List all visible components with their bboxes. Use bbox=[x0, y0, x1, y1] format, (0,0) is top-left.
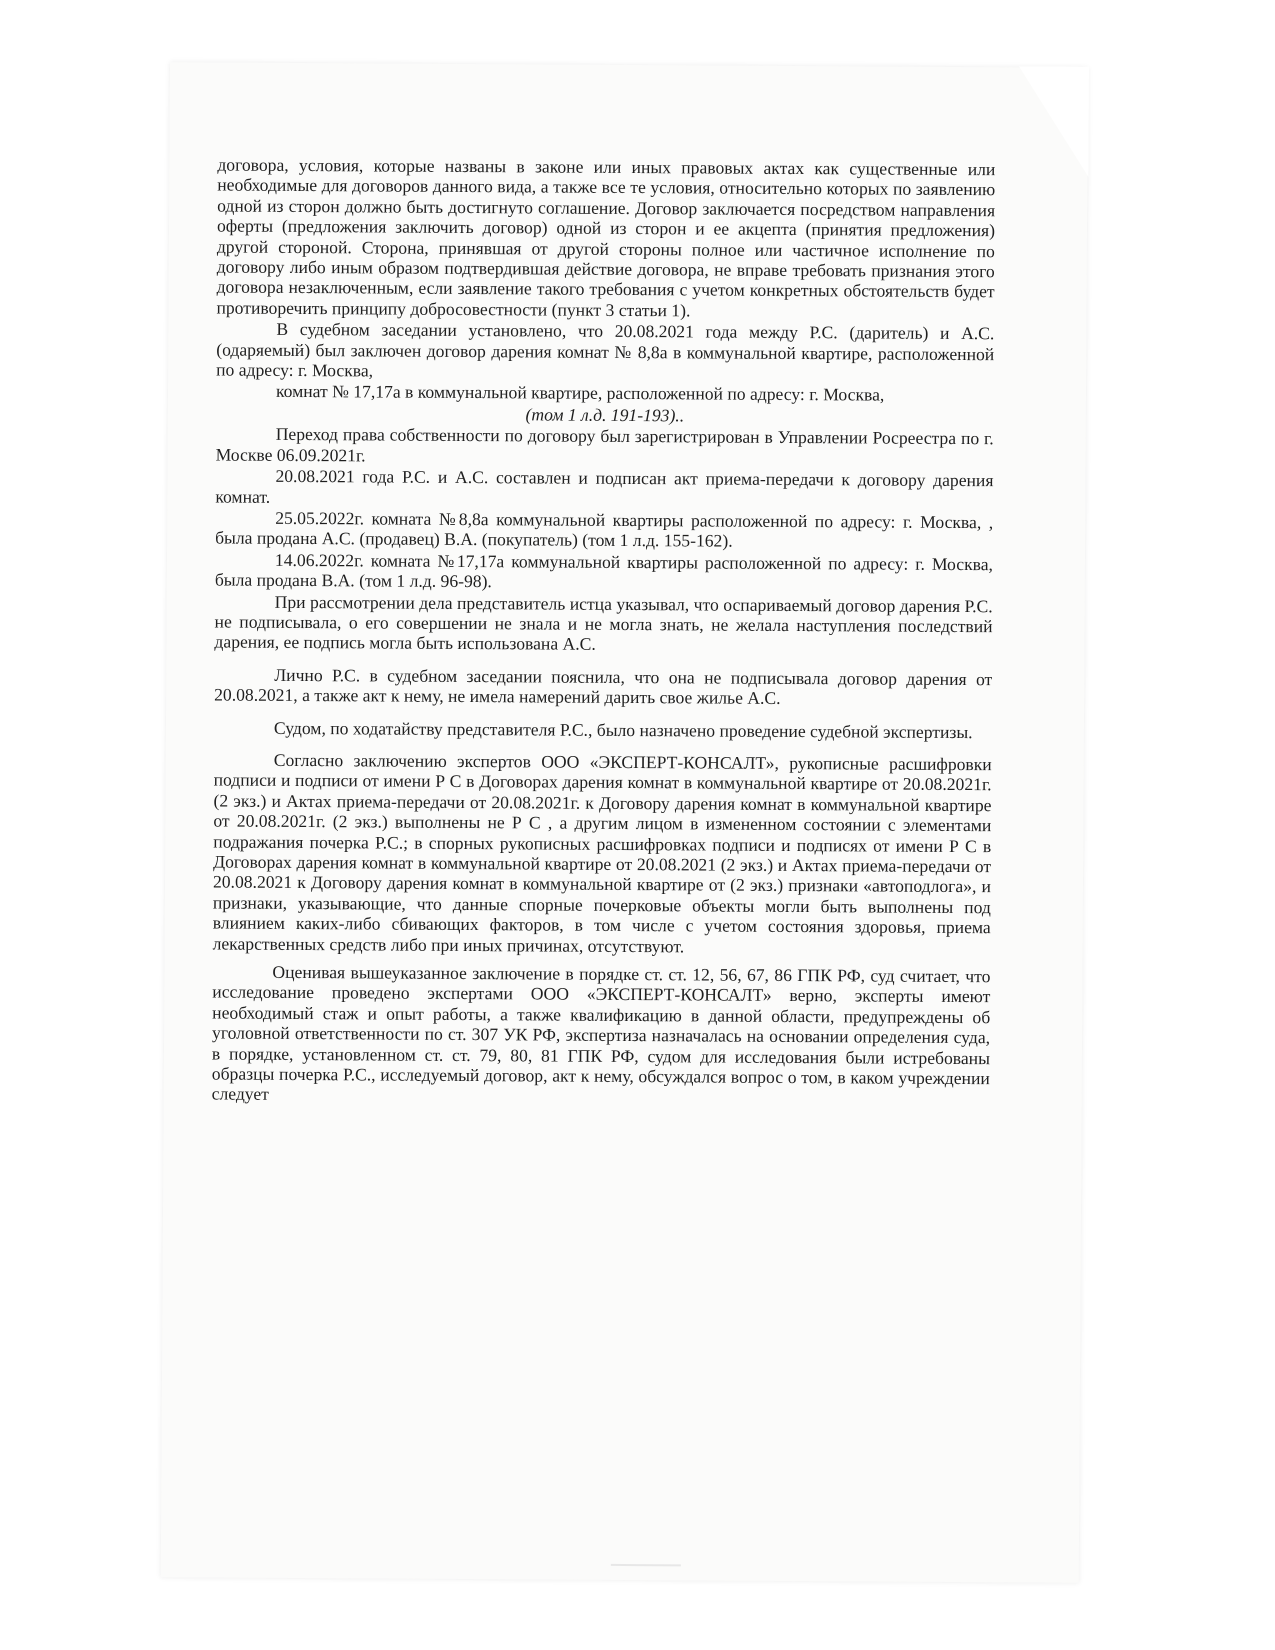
paragraph-expertise-ordered: Судом, по ходатайству представителя Р.С., было назначено проведение судебной экспертизы. bbox=[273, 717, 973, 742]
paragraph-room-sale-1: 25.05.2022г. комната №8,8а коммунальной квартиры расположенной по адресу: г. Москва, , была продана А.С. (продавец) В.А. (покупатель) (том 1 л.д. 155-162). bbox=[215, 507, 994, 551]
paragraph-registration: Переход права собственности по договору был зарегистрирован в Управлении Росреестра по г. Москве 06.09.2021г. bbox=[215, 424, 994, 466]
paragraph-gift-contract: В судебном заседании установлено, что 20.08.2021 года между Р.С. (даритель) и А.С. (одаряемый) был заключен договор дарения комнат № 8,8а в коммунальной квартире, расположенной по адресу: г. Москва, bbox=[216, 319, 995, 381]
paragraph-court-assessment: Оценивая вышеуказанное заключение в порядке ст. ст. 12, 56, 67, 86 ГПК РФ, суд считает, что исследование проведено экспертами ООО «ЭКСПЕРТ-КОНСАЛТ» верно, эксперты имеют необходимый стаж и опыт работы, а также квалификацию в данной области, предупреждены об уголовной ответственности по ст. 307 УК РФ, экспертиза назначалась на основании определения суда, в порядке, установленном ст. ст. 79, 80, 81 ГПК РФ, судом для исследования были истребованы образцы почерка Р.С., исследуемый договор, акт к нему, обсуждался вопрос о том, в каком учреждении следует bbox=[211, 961, 991, 1105]
paragraph-volume-reference: (том 1 л.д. 191-193).. bbox=[525, 404, 685, 426]
document-page bbox=[161, 62, 1088, 1583]
paragraph-transfer-act: 20.08.2021 года Р.С. и А.С. составлен и подписан акт приема-передачи к договору дарения комнат. bbox=[215, 465, 994, 507]
paragraph-contract-terms: договора, условия, которые названы в законе или иных правовых актах как существенные или необходимые для договоров данного вида, а также все те условия, относительно которых по заявлению одной из сторон должно быть достигнуто соглашение. Договор заключается посредством направления оферты (предложения заключить договор) одной из сторон и ее акцепта (принятия предложения) другой стороной. Сторона, принявшая от другой стороны полное или частичное исполнение по договору либо иным образом подтвердившая действие договора, не вправе требовать признания этого договора незаключенным, если заявление такого требования с учетом конкретных обстоятельств будет противоречить принципу добросовестности (пункт 3 статьи 1). bbox=[216, 154, 996, 321]
paragraph-expert-conclusion: Согласно заключению экспертов ООО «ЭКСПЕРТ-КОНСАЛТ», рукописные расшифровки подписи и подписи от имени Р С в Договорах дарения комнат в коммунальной квартире от 20.08.2021г. (2 экз.) и Актах приема-передачи от 20.08.2021г. к Договору дарения комнат в коммунальной квартире от 20.08.2021г. (2 экз.) выполнены не Р С , а другим лицом в измененном состоянии с элементами подражания почерка Р.С.; в спорных рукописных расшифровках подписи и подписях от имени Р С в Договорах дарения комнат в коммунальной квартире от 20.08.2021 (2 экз.) и Актах приема-передачи от 20.08.2021 к Договору дарения комнат в коммунальной квартире от (2 экз.) признаки «автоподлога», и признаки, указывающие, что данные спорные почерковые объекты могли быть выполнены под влиянием каких-либо сбивающих факторов, в том числе с учетом состояния здоровья, приема лекарственных средств либо при иных причинах, отсутствуют. bbox=[212, 749, 992, 956]
document-body bbox=[212, 154, 996, 1110]
folded-corner bbox=[1018, 66, 1089, 176]
paragraph-plaintiff-position: При рассмотрении дела представитель истца указывал, что оспариваемый договор дарения Р.С. не подписывала, о его совершении не знала и не могла знать, не желала наступления последствий дарения, ее подпись могла быть использована А.С. bbox=[214, 591, 993, 655]
paragraph-room-sale-2: 14.06.2022г. комната №17,17а коммунальной квартиры расположенной по адресу: г. Москва, была продана В.А. (том 1 л.д. 96-98). bbox=[214, 549, 994, 592]
paragraph-personal-explanation: Лично Р.С. в судебном заседании пояснила, что она не подписывала договор дарения от 20.08.2021, а также акт к нему, не имела намерений дарить свое жилье А.С. bbox=[214, 664, 993, 709]
paragraph-gift-contract-rooms: комнат № 17,17а в коммунальной квартире, расположенной по адресу: г. Москва, bbox=[275, 381, 885, 406]
bottom-mark bbox=[611, 1564, 681, 1566]
